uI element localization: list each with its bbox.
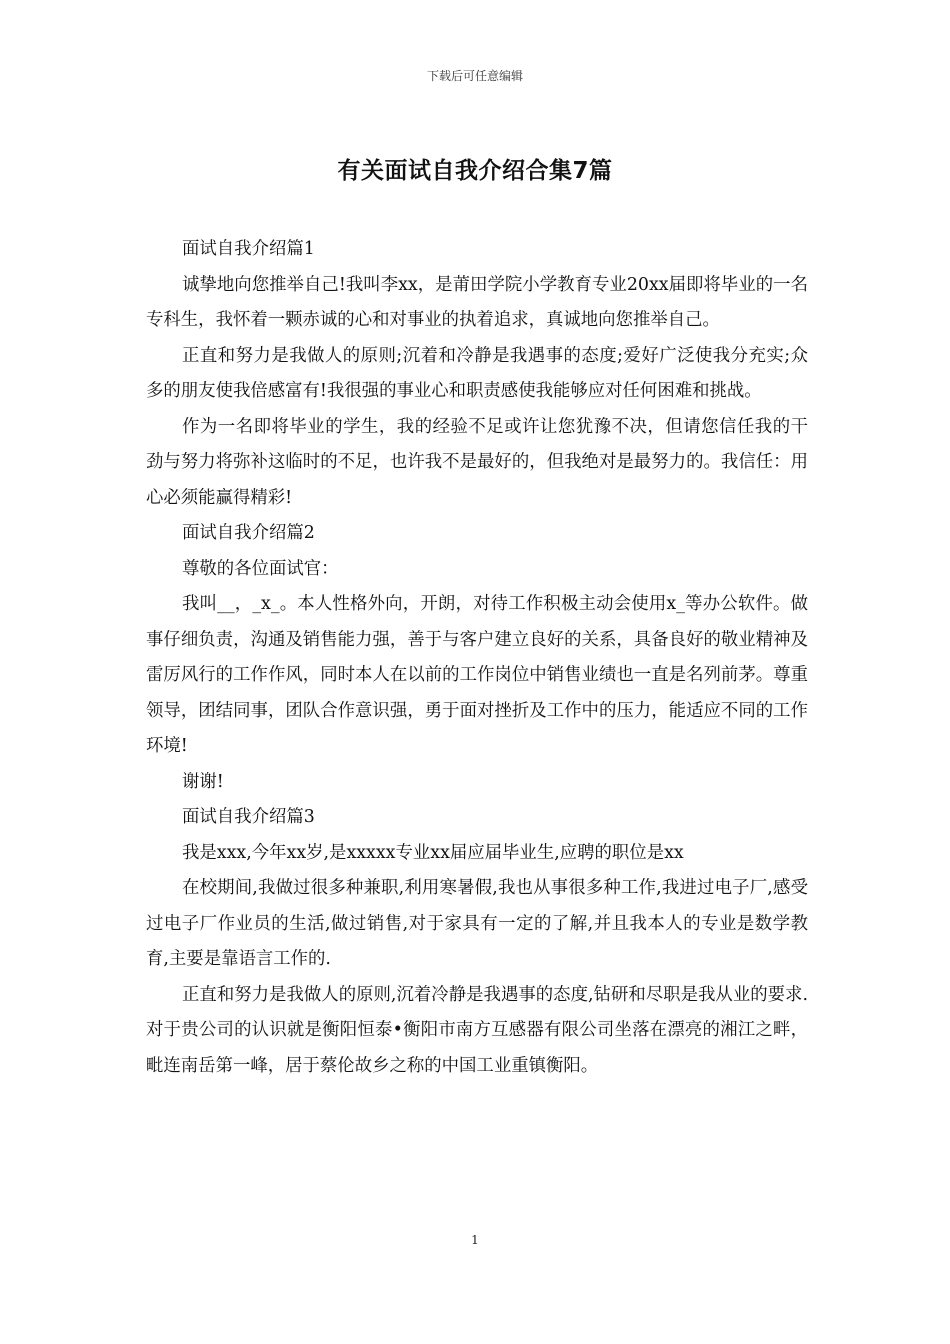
paragraph: 作为一名即将毕业的学生，我的经验不足或许让您犹豫不决，但请您信任我的干劲与努力将弥补这临时的不足，也许我不是最好的，但我绝对是最努力的。我信任：用心必须能赢得精彩!: [146, 416, 808, 508]
document-title: 有关面试自我介绍合集7篇: [337, 158, 613, 184]
salutation: 尊敬的各位面试官：: [182, 558, 339, 579]
paragraph: 我叫__，_x_。本人性格外向，开朗，对待工作积极主动会使用x_等办公软件。做事仔细负责，沟通及销售能力强，善于与客户建立良好的关系，具备良好的敬业精神及雷厉风行的工作作风，同时本人在以前的工作岗位中销售业绩也一直是名列前茅。尊重领导，团结同事，团队合作意识强，勇于面对挫折及工作中的压力，能适应不同的工作环境!: [146, 594, 808, 756]
header-note: 下载后可任意编辑: [426, 69, 523, 83]
page-number: 1: [471, 1233, 479, 1247]
paragraph: 在校期间,我做过很多种兼职,利用寒暑假,我也从事很多种工作,我进过电子厂,感受过电子厂作业员的生活,做过销售,对于家具有一定的了解,并且我本人的专业是数学教育,主要是靠语言工作的.: [146, 878, 808, 969]
paragraph: 诚挚地向您推举自己!我叫李xx，是莆田学院小学教育专业20xx届即将毕业的一名专科生，我怀着一颗赤诚的心和对事业的执着追求，真诚地向您推举自己。: [146, 274, 808, 330]
document-body: [146, 232, 808, 1084]
closing: 谢谢!: [182, 771, 224, 792]
paragraph: 正直和努力是我做人的原则,沉着冷静是我遇事的态度,钻研和尽职是我从业的要求.对于贵公司的认识就是衡阳恒泰•衡阳市南方互感器有限公司坐落在漂亮的湘江之畔，毗连南岳第一峰，居于蔡伦故乡之称的中国工业重镇衡阳。: [146, 984, 808, 1076]
section-heading-1: 面试自我介绍篇1: [182, 239, 315, 259]
section-heading-3: 面试自我介绍篇3: [182, 807, 315, 827]
paragraph: 正直和努力是我做人的原则;沉着和冷静是我遇事的态度;爱好广泛使我分充实;众多的朋友使我倍感富有!我很强的事业心和职责感使我能够应对任何困难和挑战。: [146, 345, 808, 401]
section-heading-2: 面试自我介绍篇2: [182, 523, 315, 543]
paragraph: 我是xxx,今年xx岁,是xxxxx专业xx届应届毕业生,应聘的职位是xx: [182, 842, 684, 863]
